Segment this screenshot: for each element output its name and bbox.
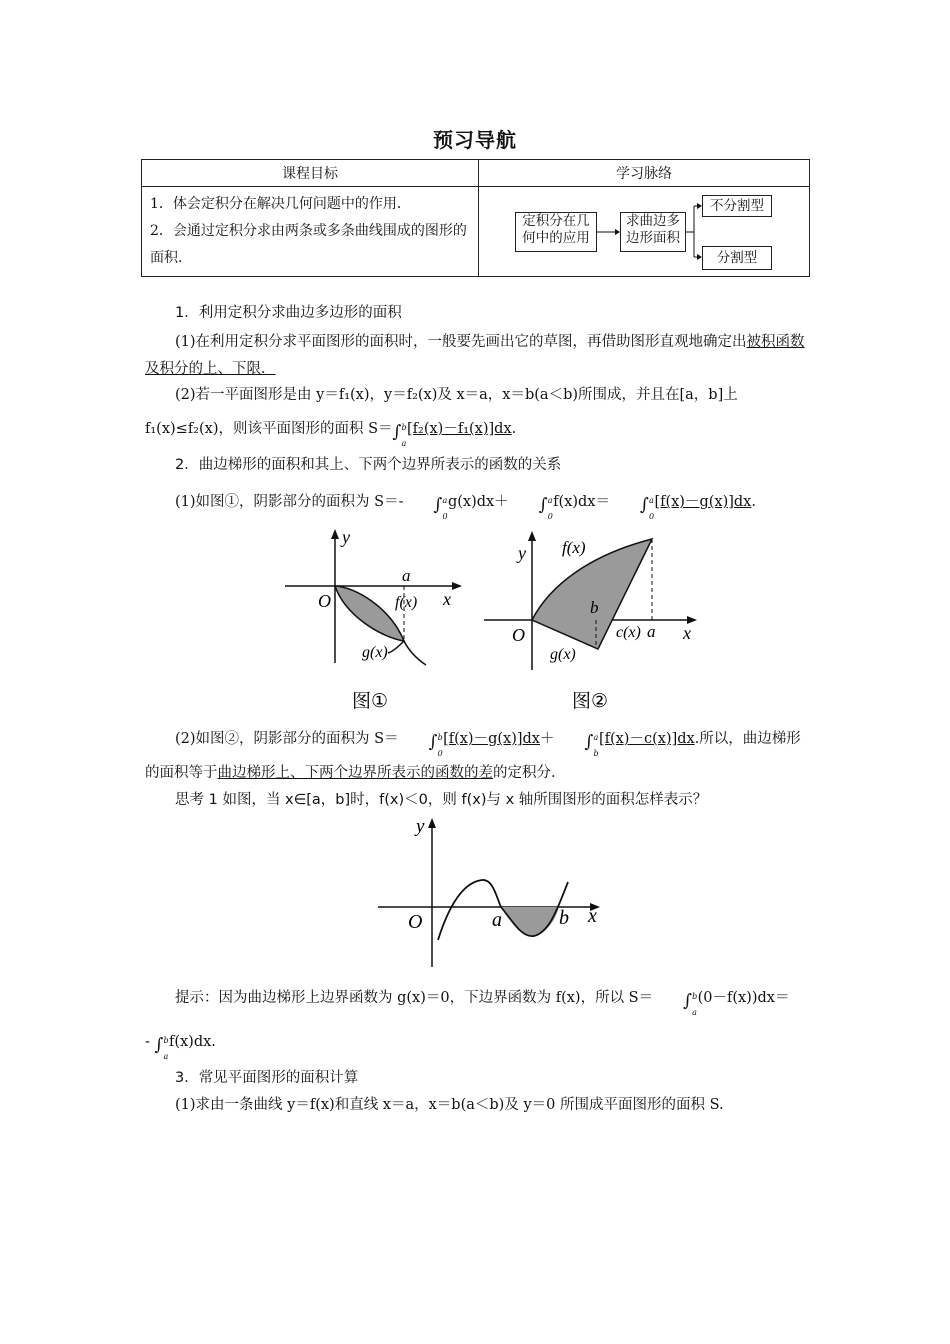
goal-2: 2．会通过定积分求由两条或多条曲线围成的图形的面积．: [150, 223, 467, 266]
integral-sign: ∫ a 0: [538, 495, 553, 521]
page-title: 预习导航: [433, 128, 517, 152]
sec1-para2a: (2)若一平面图形是由 y＝f₁(x)，y＝f₂(x)及 x＝a，x＝b(a＜b)所围成，并且在[a，b]上: [175, 387, 738, 403]
goal-1: 1．体会定积分在解决几何问题中的作用．: [150, 196, 411, 212]
sec1-formula-underline: [f₂(x)－f₁(x)]dx: [407, 421, 512, 437]
fig1-caption: 图①: [352, 690, 389, 712]
col-header-context: 学习脉络: [479, 160, 810, 187]
sec1-para1: (1)在利用定积分求平面图形的面积时，一般要先画出它的草图，再借助图形直观地确定出被积函数及积分的上、下限．: [145, 334, 805, 377]
fig1-label-a: a: [402, 566, 411, 585]
fig3-label-b: b: [559, 907, 569, 929]
sec3-para1: (1)求由一条曲线 y＝f(x)和直线 x＝a，x＝b(a＜b)及 y＝0 所围成平面图形的面积 S.: [175, 1097, 724, 1113]
flow-box-split: 分割型: [702, 246, 772, 270]
fig2-label-O: O: [512, 625, 525, 645]
sec1-heading: 1．利用定积分求曲边多边形的面积: [175, 305, 402, 321]
integral-sign: ∫ a 0: [433, 495, 448, 521]
figure-2: [480, 525, 710, 715]
sec2-heading: 2．曲边梯形的面积和其上、下两个边界所表示的函数的关系: [175, 457, 562, 473]
flow-box-mid: 求曲边多边形面积: [620, 212, 686, 252]
sec2-formula-underline: [f(x)－g(x)]dx: [654, 494, 752, 510]
figure-3: [370, 812, 620, 977]
integral-sign: ∫ a b: [584, 732, 599, 758]
goals-cell: [142, 187, 479, 277]
fig2-label-x: x: [683, 623, 691, 643]
flow-box-start: 定积分在几何中的应用: [515, 212, 597, 252]
fig2-label-a: a: [647, 622, 656, 641]
figure-1: [280, 525, 470, 715]
fig1-label-fx: f(x): [395, 594, 418, 611]
fig3-label-y: y: [416, 816, 425, 837]
sec2-para3: 的面积等于曲边梯形上、下两个边界所表示的函数的差的定积分．: [145, 765, 566, 781]
think-hint-cont: - ∫ b a f(x)dx.: [145, 1034, 216, 1061]
fig1-shaded-region: [335, 586, 404, 641]
sec1-para1-underline: 被积函数及积分的上、下限．: [145, 334, 805, 377]
preview-table: [141, 159, 810, 277]
fig2-label-fx: f(x): [562, 538, 586, 557]
fig2-label-gx: g(x): [550, 646, 576, 663]
col-header-goals: 课程目标: [142, 160, 479, 187]
fig1-label-x: x: [443, 589, 451, 609]
hint-label: 提示：: [175, 990, 219, 1006]
fig2-label-b: b: [590, 598, 599, 617]
sec2-para3-underline: 曲边梯形上、下两个边界所表示的函数的差: [217, 765, 493, 781]
fig3-label-a: a: [492, 909, 502, 931]
sec3-heading: 3．常见平面图形的面积计算: [175, 1070, 359, 1086]
fig1-label-y: y: [342, 527, 350, 547]
integral-sign: ∫ b a: [683, 991, 698, 1017]
integral-sign: ∫ a 0: [639, 495, 655, 521]
sec2-para1: (1)如图①，阴影部分的面积为 S＝- ∫ a 0 g(x)dx＋ ∫ a 0 f(x)dx＝ ∫ a 0 [f(x)－g(x)]dx.: [175, 494, 756, 521]
think-hint: 提示：因为曲边梯形上边界函数为 g(x)＝0，下边界函数为 f(x)，所以 S＝ ∫ b a (0－f(x))dx＝: [175, 990, 790, 1017]
fig3-label-O: O: [408, 911, 423, 933]
fig2-caption: 图②: [572, 690, 609, 712]
flow-cell: [479, 187, 810, 277]
integral-sign: ∫ b a: [154, 1035, 169, 1061]
think-question: 思考 1 如图，当 x∈[a，b]时，f(x)＜0，则 f(x)与 x 轴所围图形的面积怎样表示？: [175, 792, 708, 808]
sec2-para2: (2)如图②，阴影部分的面积为 S＝ ∫ b 0 [f(x)－g(x)]dx＋ ∫ a b [f(x)－c(x)]dx.所以，曲边梯形: [175, 731, 801, 758]
fig2-label-cx: c(x): [616, 624, 641, 641]
fig2-label-y: y: [518, 543, 526, 563]
integral-sign: ∫ b 0: [428, 732, 443, 758]
fig3-label-x: x: [588, 905, 597, 927]
sec1-para2b: f₁(x)≤f₂(x)，则该平面图形的面积 S＝∫ b a [f₂(x)－f₁(x)]dx.: [145, 421, 517, 448]
fig1-label-O: O: [318, 591, 331, 611]
flow-box-no-split: 不分割型: [702, 195, 772, 217]
fig1-label-gx: g(x): [362, 644, 388, 661]
integral-sign: ∫ b a: [392, 422, 407, 448]
